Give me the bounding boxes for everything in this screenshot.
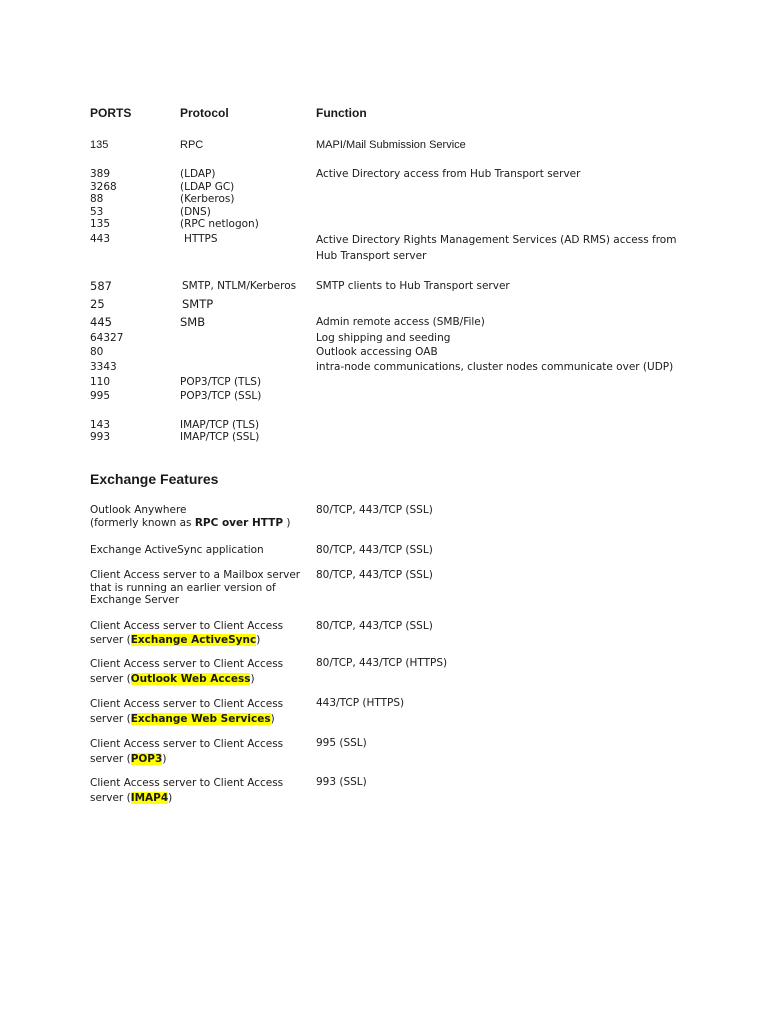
port-cell: 110 bbox=[90, 376, 111, 388]
highlighted-term: IMAP4 bbox=[130, 791, 169, 804]
ports-group bbox=[90, 168, 117, 231]
feature-ports: 993 (SSL) bbox=[316, 776, 367, 788]
feature-text: server ( bbox=[90, 752, 131, 765]
highlighted-term: POP3 bbox=[130, 752, 163, 765]
port-cell: 53 bbox=[90, 205, 104, 218]
port-cell: 993 bbox=[90, 431, 111, 443]
feature-line bbox=[90, 634, 283, 648]
feature-line: Exchange Server bbox=[90, 594, 180, 607]
feature-ports: 995 (SSL) bbox=[316, 737, 367, 749]
protocol-cell: IMAP/TCP (SSL) bbox=[180, 431, 260, 443]
feature-ports: 443/TCP (HTTPS) bbox=[316, 697, 405, 709]
feature-name bbox=[90, 504, 290, 529]
port-cell: 995 bbox=[90, 390, 111, 402]
feature-text: (formerly known as bbox=[90, 516, 195, 529]
feature-name bbox=[90, 776, 283, 805]
feature-name bbox=[90, 657, 283, 686]
port-cell: 80 bbox=[90, 346, 104, 358]
protocol-cell: (RPC netlogon) bbox=[180, 218, 259, 231]
feature-text: server ( bbox=[90, 672, 131, 685]
highlighted-term: Exchange Web Services bbox=[130, 712, 271, 725]
feature-line bbox=[90, 517, 290, 530]
protocol-cell: SMTP bbox=[182, 297, 214, 311]
function-cell: MAPI/Mail Submission Service bbox=[316, 139, 466, 151]
feature-line: Client Access server to a Mailbox server bbox=[90, 569, 301, 581]
feature-line: Client Access server to Client Access bbox=[90, 738, 284, 750]
feature-line bbox=[90, 672, 283, 687]
protocol-cell: POP3/TCP (SSL) bbox=[180, 390, 262, 402]
feature-line: Client Access server to Client Access bbox=[90, 698, 284, 710]
port-cell: 88 bbox=[90, 193, 104, 206]
protocols-group bbox=[180, 168, 259, 231]
function-cell: Outlook accessing OAB bbox=[316, 346, 438, 358]
feature-name bbox=[90, 569, 300, 607]
feature-line bbox=[90, 752, 283, 767]
port-cell: 587 bbox=[90, 279, 112, 293]
feature-line bbox=[90, 791, 283, 806]
function-cell: Admin remote access (SMB/File) bbox=[316, 316, 485, 328]
feature-text: ) bbox=[162, 752, 167, 765]
feature-line bbox=[90, 712, 283, 727]
port-cell: 445 bbox=[90, 315, 112, 329]
protocol-cell: (DNS) bbox=[180, 205, 211, 218]
feature-text: server ( bbox=[90, 791, 131, 804]
feature-name bbox=[90, 620, 283, 647]
port-cell: 135 bbox=[90, 139, 109, 151]
highlighted-term: Exchange ActiveSync bbox=[130, 633, 257, 646]
port-cell: 64327 bbox=[90, 332, 124, 344]
protocol-cell: (Kerberos) bbox=[180, 193, 235, 206]
protocol-cell: SMB bbox=[180, 315, 206, 329]
port-cell: 389 bbox=[90, 168, 111, 180]
feature-name bbox=[90, 697, 283, 726]
feature-ports: 80/TCP, 443/TCP (SSL) bbox=[316, 504, 433, 516]
protocol-cell: RPC bbox=[180, 139, 204, 151]
section-title: Exchange Features bbox=[90, 471, 219, 487]
function-line: Active Directory Rights Management Services (AD RMS) access from bbox=[316, 234, 677, 246]
port-cell: 3343 bbox=[90, 361, 117, 373]
header-ports: PORTS bbox=[90, 106, 132, 120]
function-cell: Log shipping and seeding bbox=[316, 332, 451, 344]
feature-text: ) bbox=[283, 516, 291, 529]
feature-line: Outlook Anywhere bbox=[90, 504, 187, 516]
protocol-cell: SMTP, NTLM/Kerberos bbox=[182, 280, 297, 292]
protocol-cell: (LDAP) bbox=[180, 168, 216, 180]
port-cell: 135 bbox=[90, 218, 111, 231]
feature-ports: 80/TCP, 443/TCP (SSL) bbox=[316, 569, 433, 581]
protocol-cell: HTTPS bbox=[184, 233, 218, 245]
feature-line: Client Access server to Client Access bbox=[90, 658, 284, 670]
feature-name: Exchange ActiveSync application bbox=[90, 544, 264, 556]
protocol-cell: (LDAP GC) bbox=[180, 180, 235, 193]
header-function: Function bbox=[316, 106, 367, 120]
port-cell: 443 bbox=[90, 233, 111, 245]
protocol-cell: IMAP/TCP (TLS) bbox=[180, 419, 260, 431]
feature-bold-text: RPC over HTTP bbox=[194, 516, 284, 529]
feature-line: Client Access server to Client Access bbox=[90, 777, 284, 789]
feature-text: ) bbox=[168, 791, 173, 804]
feature-line: Client Access server to Client Access bbox=[90, 620, 284, 632]
function-cell: Active Directory access from Hub Transport server bbox=[316, 168, 581, 180]
feature-text: server ( bbox=[90, 633, 131, 646]
port-cell: 143 bbox=[90, 419, 111, 431]
function-cell bbox=[316, 233, 676, 264]
function-line: Hub Transport server bbox=[316, 249, 427, 262]
port-cell: 3268 bbox=[90, 180, 117, 193]
port-cell: 25 bbox=[90, 297, 105, 311]
function-cell: SMTP clients to Hub Transport server bbox=[316, 280, 510, 292]
highlighted-term: Outlook Web Access bbox=[130, 672, 251, 685]
feature-text: ) bbox=[270, 712, 275, 725]
feature-ports: 80/TCP, 443/TCP (HTTPS) bbox=[316, 657, 448, 669]
feature-name bbox=[90, 737, 283, 766]
feature-line: that is running an earlier version of bbox=[90, 581, 276, 594]
feature-text: server ( bbox=[90, 712, 131, 725]
protocol-cell: POP3/TCP (TLS) bbox=[180, 376, 262, 388]
feature-ports: 80/TCP, 443/TCP (SSL) bbox=[316, 620, 433, 632]
feature-text: ) bbox=[250, 672, 255, 685]
function-cell: intra-node communications, cluster nodes communicate over (UDP) bbox=[316, 361, 674, 373]
feature-ports: 80/TCP, 443/TCP (SSL) bbox=[316, 544, 433, 556]
header-protocol: Protocol bbox=[180, 106, 229, 120]
feature-text: ) bbox=[256, 633, 261, 646]
